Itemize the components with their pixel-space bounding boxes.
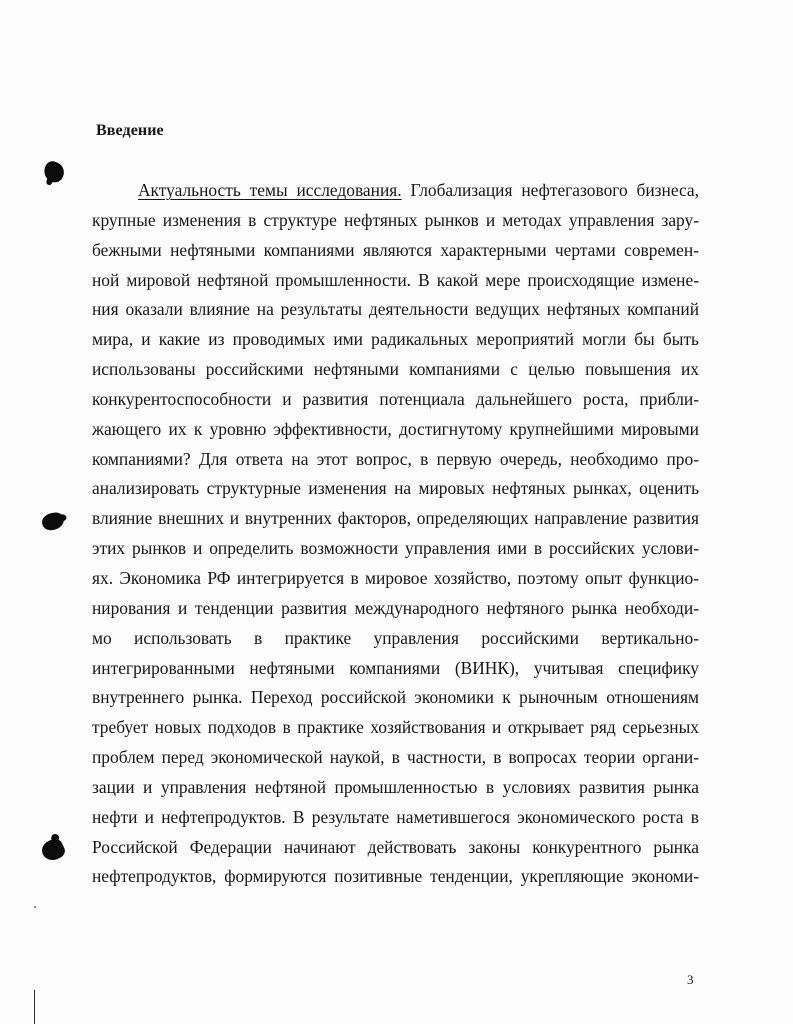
text-line: внутреннего рынка. Переход российской экономики к рыночным отношениям [92, 687, 699, 708]
first-line-rest: Глобализация нефтегазового бизнеса, [401, 180, 699, 200]
text-line: ях. Экономика РФ интегрируется в мировое хозяйство, поэтому опыт функцио- [92, 567, 699, 588]
text-line: этих рынков и определить возможности управления ими в российских услови- [92, 538, 699, 559]
text-line: мира, и какие из проводимых ими радикальных мероприятий могли бы быть [92, 329, 699, 350]
text-line: компаниями? Для ответа на этот вопрос, в первую очередь, необходимо про- [92, 448, 699, 469]
text-line: влияние внешних и внутренних факторов, определяющих направление развития [92, 508, 699, 529]
text-line: нефтепродуктов, формируются позитивные тенденции, укрепляющие экономи- [92, 866, 699, 887]
ink-blot [39, 836, 67, 863]
text-line: крупные изменения в структуре нефтяных рынков и методах управления зару- [92, 209, 699, 230]
text-line: зации и управления нефтяной промышленностью в условиях развития рынка [92, 776, 699, 797]
text-line: конкурентоспособности и развития потенциала дальнейшего роста, прибли- [92, 388, 699, 409]
scan-speck [34, 906, 36, 908]
underlined-lead: Актуальность темы исследования. [138, 180, 402, 200]
scan-margin-line [34, 990, 35, 1024]
text-line: Российской Федерации начинают действовать законы конкурентного рынка [92, 836, 699, 857]
section-heading: Введение [96, 122, 164, 139]
text-line: бежными нефтяными компаниями являются характерными чертами современ- [92, 239, 699, 260]
text-line: нирования и тенденции развития международного нефтяного рынка необходи- [92, 597, 699, 618]
page-number: 3 [687, 972, 694, 987]
scan-artifact [180, 0, 350, 3]
text-line: нефти и нефтепродуктов. В результате наметившегося экономического роста в [92, 806, 699, 827]
text-line: анализировать структурные изменения на мировых нефтяных рынках, оценить [92, 478, 699, 499]
ink-blot [41, 511, 66, 532]
ink-blot [41, 159, 67, 185]
text-line: ной мировой нефтяной промышленности. В какой мере происходящие измене- [92, 269, 699, 290]
text-line: интегрированными нефтяными компаниями (ВИНК), учитывая специфику [92, 657, 699, 678]
body-paragraph [92, 176, 699, 892]
paragraph-first-line [92, 176, 699, 206]
text-line: мо использовать в практике управления российскими вертикально- [92, 627, 699, 648]
text-line: ния оказали влияние на результаты деятельности ведущих нефтяных компаний [92, 299, 699, 320]
text-line: жающего их к уровню эффективности, достигнутому крупнейшими мировыми [92, 418, 699, 439]
text-line: проблем перед экономической наукой, в частности, в вопросах теории органи- [92, 747, 699, 768]
text-line: требует новых подходов в практике хозяйствования и открывает ряд серьезных [92, 717, 699, 738]
text-line: использованы российскими нефтяными компаниями с целью повышения их [92, 359, 699, 380]
